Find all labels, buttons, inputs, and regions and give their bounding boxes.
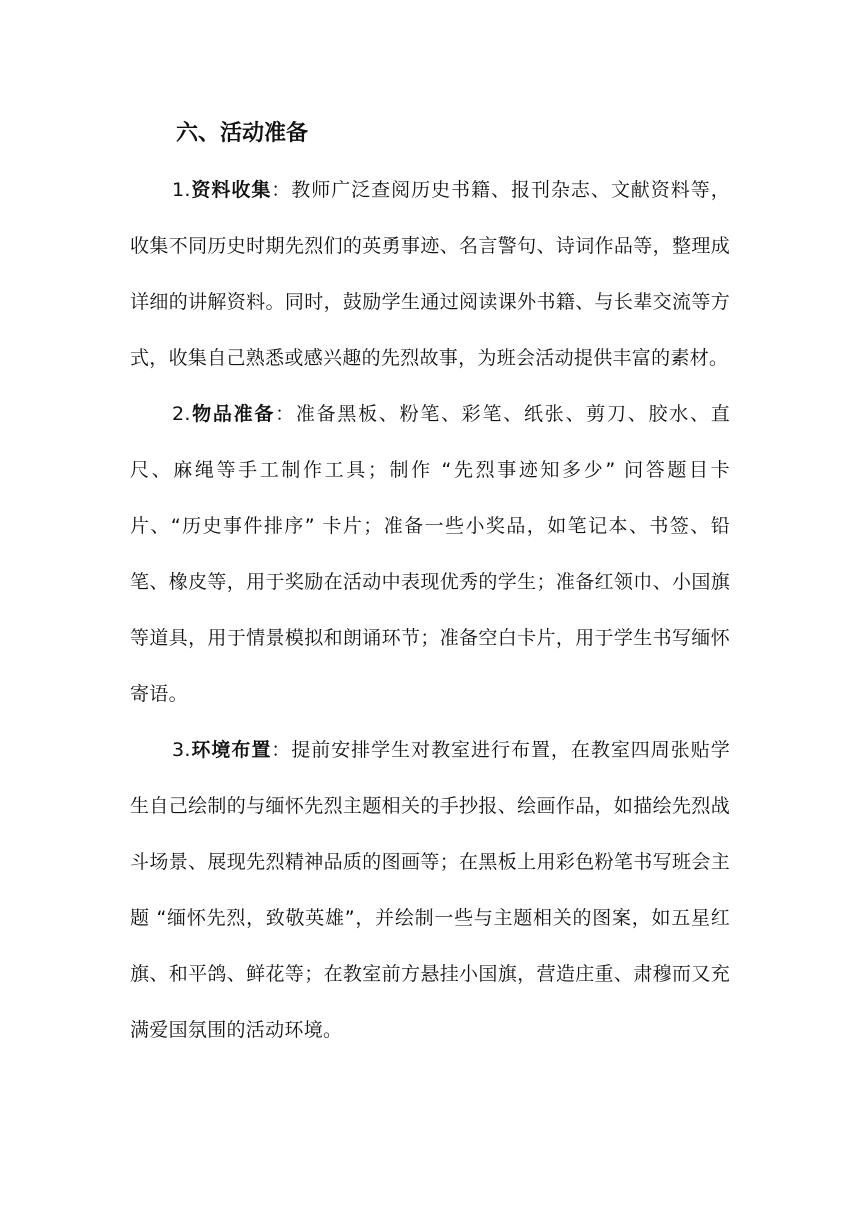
paragraph-supplies-preparation	[130, 386, 730, 722]
paragraph-material-collection	[130, 162, 730, 386]
item-label: 资料收集	[190, 179, 272, 201]
item-label: 环境布置	[190, 739, 272, 761]
item-number: 1.	[172, 179, 191, 201]
document-body	[130, 106, 730, 1058]
item-text: ：提前安排学生对教室进行布置，在教室四周张贴学生自己绘制的与缅怀先烈主题相关的手抄报、绘画作品，如描绘先烈战斗场景、展现先烈精神品质的图画等；在黑板上用彩色粉笔书写班会主题 “缅怀先烈，致敬英雄”，并绘制一些与主题相关的图案，如五星红旗、和平鸽、鲜花等；在教室前方悬挂小国旗，营造庄重、肃穆而又充满爱国氛围的活动环境。	[130, 739, 730, 1041]
paragraph-environment-setup	[130, 722, 730, 1058]
item-number: 2.	[172, 403, 191, 425]
item-text: ：教师广泛查阅历史书籍、报刊杂志、文献资料等，收集不同历史时期先烈们的英勇事迹、名言警句、诗词作品等，整理成详细的讲解资料。同时，鼓励学生通过阅读课外书籍、与长辈交流等方式，收集自己熟悉或感兴趣的先烈故事，为班会活动提供丰富的素材。	[130, 179, 730, 369]
item-label: 物品准备	[190, 403, 276, 425]
item-number: 3.	[172, 739, 191, 761]
section-heading: 六、活动准备	[176, 121, 309, 146]
item-text: ：准备黑板、粉笔、彩笔、纸张、剪刀、胶水、直尺、麻绳等手工制作工具；制作 “先烈事迹知多少” 问答题目卡片、“历史事件排序” 卡片；准备一些小奖品，如笔记本、书签、铅笔、橡皮等，用于奖励在活动中表现优秀的学生；准备红领巾、小国旗等道具，用于情景模拟和朗诵环节；准备空白卡片，用于学生书写缅怀寄语。	[130, 403, 730, 705]
